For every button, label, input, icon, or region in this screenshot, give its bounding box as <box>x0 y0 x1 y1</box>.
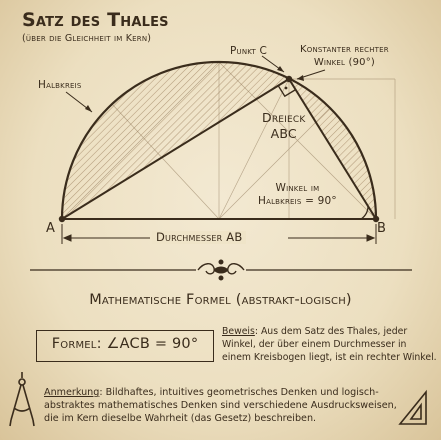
formula-text: Formel: ∠ACB = 90° <box>51 336 199 352</box>
label-konstanter-winkel: Konstanter rechter Winkel (90°) <box>300 44 389 68</box>
label-punkt-c: Punkt C <box>230 45 268 57</box>
page-subtitle: (über die Gleichheit im Kern) <box>22 33 152 44</box>
remark-body: : Bildhaftes, intuitives geometrisches Denken und logisch-abstraktes mathematisches Denken sind verschiedene Ausdrucksweisen, die im Kern dieselbe Wahrheit (das Gesetz) beschreiben. <box>44 387 397 425</box>
point-a-dot <box>59 216 65 222</box>
remark-text <box>44 386 408 426</box>
proof-label: Beweis <box>222 326 255 337</box>
label-halbkreis: Halbkreis <box>38 79 82 91</box>
section-title: Mathematische Formel (abstrakt-logisch) <box>89 292 352 308</box>
proof-body: : Aus dem Satz des Thales, jeder Winkel, der über einem Durchmesser in einem Kreisbogen liegt, ist ein rechter Winkel. <box>222 326 437 363</box>
label-winkel-im-halbkreis: Winkel im Halbkreis = 90° <box>258 182 337 208</box>
label-point-a: A <box>46 221 55 236</box>
label-dreieck: Dreieck ABC <box>262 110 306 141</box>
page-title: Satz des Thales <box>22 9 169 31</box>
ornament-divider <box>30 260 412 280</box>
point-c-dot <box>286 76 292 82</box>
label-point-b: B <box>377 221 386 236</box>
proof-text <box>222 326 438 364</box>
label-durchmesser: Durchmesser AB <box>152 231 246 244</box>
remark-label: Anmerkung <box>44 387 100 398</box>
compass-icon <box>10 372 34 426</box>
